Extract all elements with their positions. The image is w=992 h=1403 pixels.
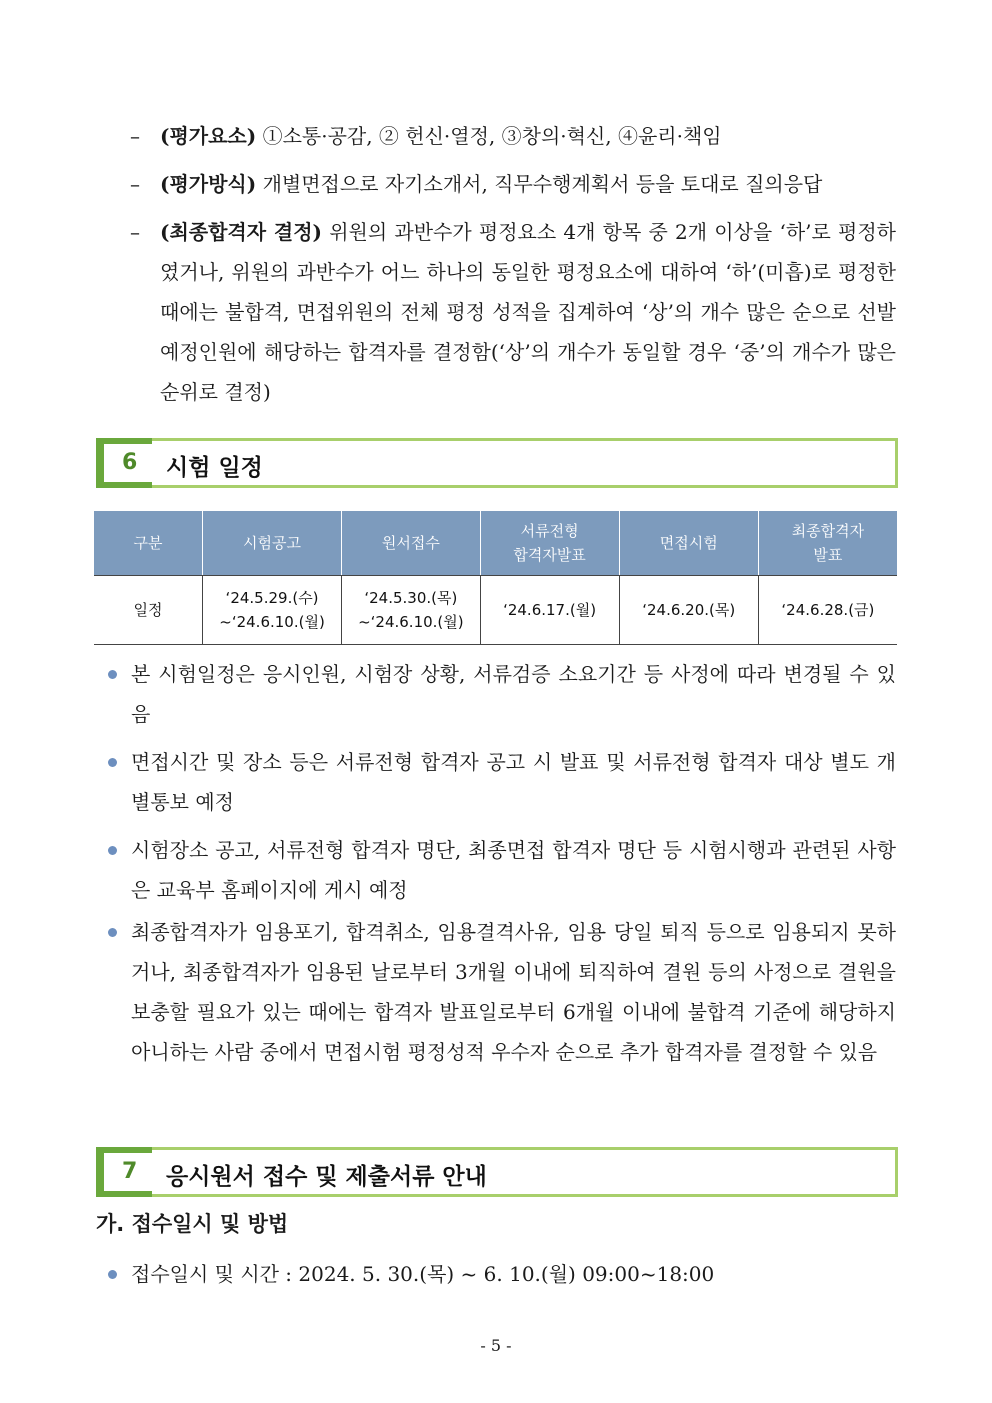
criteria-item-elements	[130, 116, 896, 156]
dash-marker: –	[130, 124, 140, 148]
table-header-cell: 원서접수	[342, 511, 480, 576]
note-item	[108, 654, 896, 734]
criteria-text: ①소통·공감, ② 헌신·열정, ③창의·혁신, ④윤리·책임	[262, 124, 722, 148]
criteria-label: (최종합격자 결정)	[160, 220, 322, 244]
table-cell: ‘24.5.29.(수) ~‘24.6.10.(월)	[202, 576, 341, 645]
reception-item	[108, 1254, 896, 1294]
table-header-cell: 면접시험	[619, 511, 758, 576]
bullet-icon	[108, 670, 117, 679]
criteria-label: (평가방식)	[160, 172, 257, 196]
header-accent	[96, 1147, 152, 1153]
table-header-cell: 서류전형 합격자발표	[480, 511, 619, 576]
page-number: - 5 -	[480, 1336, 512, 1355]
note-item	[108, 912, 896, 1072]
bullet-icon	[108, 928, 117, 937]
note-text: 본 시험일정은 응시인원, 시험장 상황, 서류검증 소요기간 등 사정에 따라 변경될 수 있음	[131, 662, 896, 726]
section-header-schedule	[96, 438, 898, 488]
section-title: 시험 일정	[166, 455, 263, 481]
section-header-application	[96, 1147, 898, 1197]
table-header-cell: 구분	[94, 511, 202, 576]
bullet-icon	[108, 1270, 117, 1279]
table-cell: ‘24.5.30.(목) ~‘24.6.10.(월)	[342, 576, 480, 645]
dash-marker: –	[130, 220, 140, 244]
table-cell: ‘24.6.17.(월)	[480, 576, 619, 645]
dash-marker: –	[130, 172, 140, 196]
table-header-cell: 시험공고	[202, 511, 341, 576]
table-row	[94, 576, 897, 645]
table-cell: ‘24.6.20.(목)	[619, 576, 758, 645]
bullet-icon	[108, 758, 117, 767]
table-header-row	[94, 511, 897, 576]
schedule-table	[94, 511, 897, 645]
section-number: 6	[122, 450, 138, 475]
note-item	[108, 830, 896, 910]
subsection-title: 가. 접수일시 및 방법	[96, 1212, 289, 1236]
note-text: 최종합격자가 임용포기, 합격취소, 임용결격사유, 임용 당일 퇴직 등으로 임용되지 못하거나, 최종합격자가 임용된 날로부터 3개월 이내에 퇴직하여 결원 등의 사정으로 결원을 보충할 필요가 있는 때에는 합격자 발표일로부터 6개월 이내에 불합격 기준에 해당하지 아니하는 사람 중에서 면접시험 평정성적 우수자 순으로 추가 합격자를 결정할 수 있음	[131, 920, 896, 1064]
table-row-label: 일정	[94, 576, 202, 645]
criteria-item-final-decision	[130, 212, 896, 412]
section-title: 응시원서 접수 및 제출서류 안내	[166, 1164, 487, 1190]
criteria-label: (평가요소)	[160, 124, 257, 148]
table-cell: ‘24.6.28.(금)	[758, 576, 897, 645]
header-accent	[96, 1191, 152, 1197]
bullet-icon	[108, 846, 117, 855]
note-item	[108, 742, 896, 822]
section-number: 7	[122, 1159, 138, 1184]
note-text: 면접시간 및 장소 등은 서류전형 합격자 공고 시 발표 및 서류전형 합격자 대상 별도 개별통보 예정	[131, 750, 896, 814]
header-accent	[96, 438, 152, 444]
criteria-text: 개별면접으로 자기소개서, 직무수행계획서 등을 토대로 질의응답	[262, 172, 823, 196]
reception-text: 접수일시 및 시간 : 2024. 5. 30.(목) ~ 6. 10.(월) 09:00~18:00	[131, 1262, 715, 1286]
header-accent	[96, 482, 152, 488]
table-header-cell: 최종합격자 발표	[758, 511, 897, 576]
note-text: 시험장소 공고, 서류전형 합격자 명단, 최종면접 합격자 명단 등 시험시행과 관련된 사항은 교육부 홈페이지에 게시 예정	[131, 838, 896, 902]
criteria-item-method	[130, 164, 896, 204]
criteria-text: 위원의 과반수가 평정요소 4개 항목 중 2개 이상을 ‘하’로 평정하였거나, 위원의 과반수가 어느 하나의 동일한 평정요소에 대하여 ‘하’(미흡)로 평정한 때에는 불합격, 면접위원의 전체 평정 성적을 집계하여 ‘상’의 개수 많은 순으로 선발예정인원에 해당하는 합격자를 결정함(‘상’의 개수가 동일할 경우 ‘중’의 개수가 많은 순위로 결정)	[160, 220, 897, 404]
